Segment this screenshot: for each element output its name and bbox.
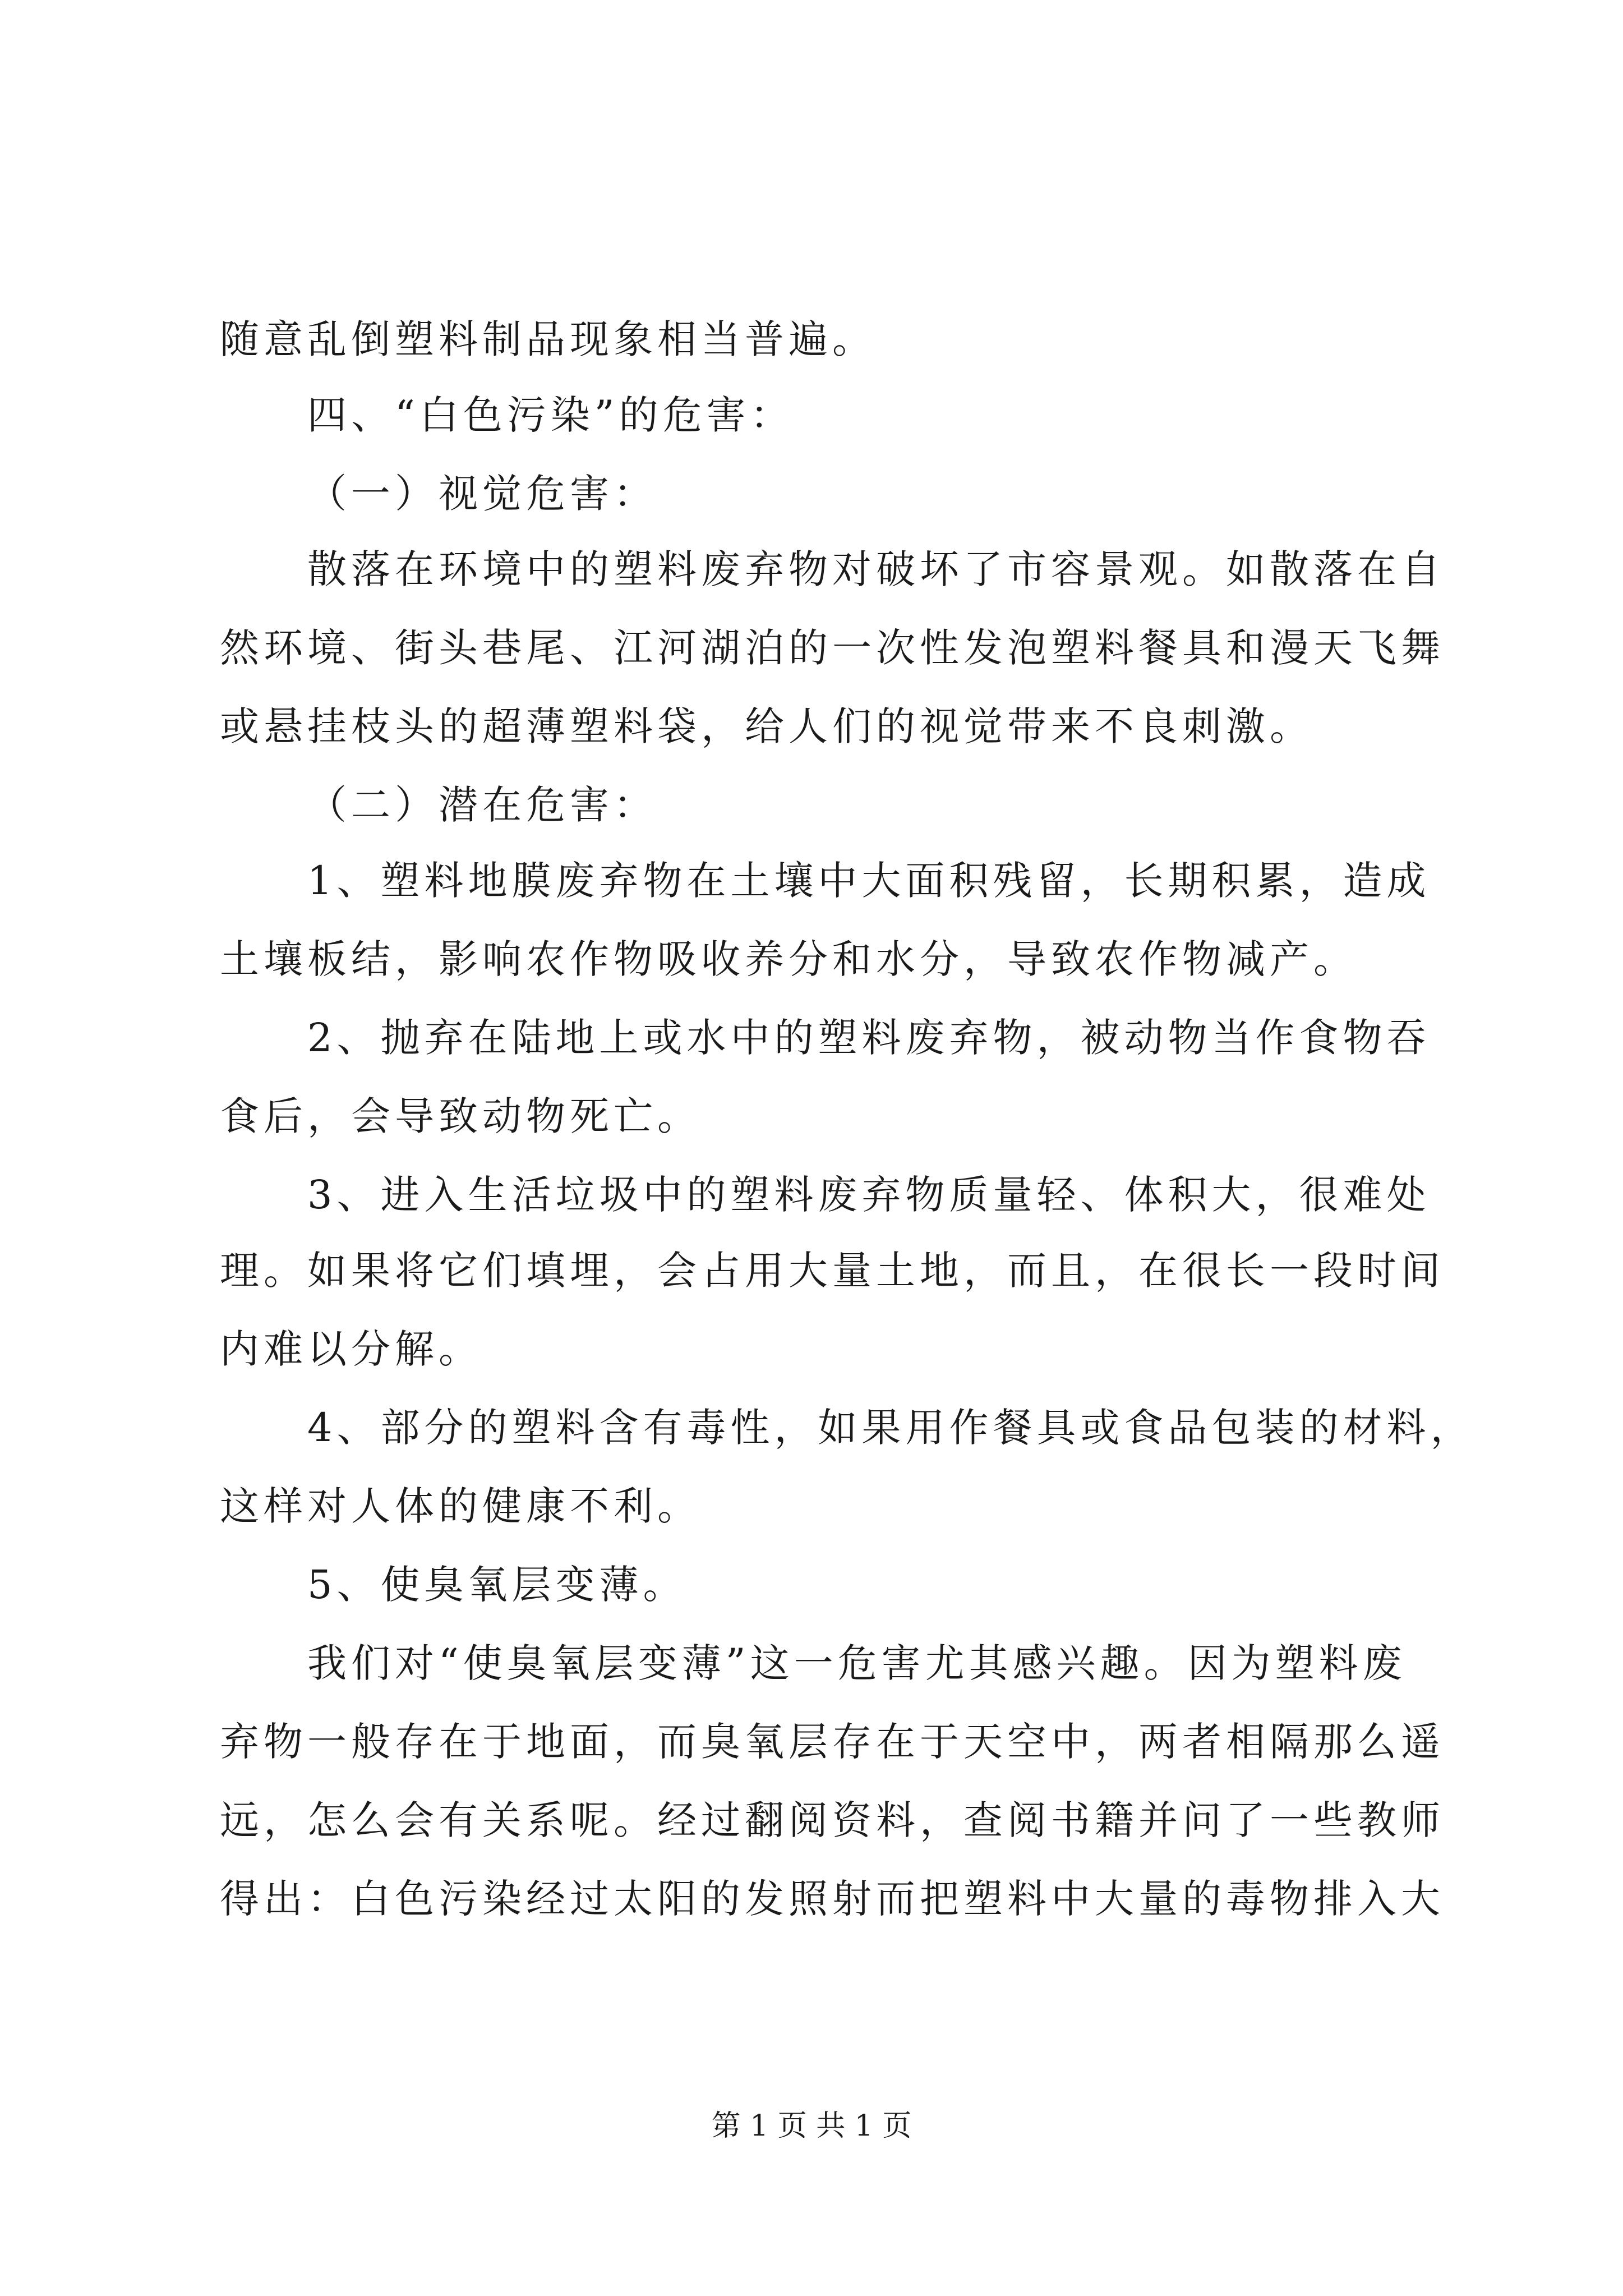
- list-item: 5、使臭氧层变薄。: [307, 1562, 687, 1608]
- paragraph-line: 我们对“使臭氧层变薄”这一危害尤其感兴趣。因为塑料废: [307, 1640, 1407, 1686]
- page-number-footer: 第 1 页 共 1 页: [711, 2109, 912, 2143]
- list-item-continuation: 理。如果将它们填埋，会占用大量土地，而且，在很长一段时间: [220, 1248, 1445, 1294]
- list-item: 3、进入生活垃圾中的塑料废弃物质量轻、体积大，很难处: [307, 1172, 1431, 1218]
- paragraph-line: 弃物一般存在于地面，而臭氧层存在于天空中，两者相隔那么遥: [220, 1719, 1445, 1765]
- list-item-continuation: 食后，会导致动物死亡。: [220, 1093, 701, 1139]
- paragraph-line: 远，怎么会有关系呢。经过翻阅资料，查阅书籍并问了一些教师: [220, 1797, 1445, 1843]
- list-item: 4、部分的塑料含有毒性，如果用作餐具或食品包装的材料，: [307, 1405, 1474, 1451]
- paragraph-line: 散落在环境中的塑料废弃物对破坏了市容景观。如散落在自: [307, 546, 1445, 592]
- paragraph-line: 然环境、街头巷尾、江河湖泊的一次性发泡塑料餐具和漫天飞舞: [220, 625, 1445, 671]
- list-item-continuation: 内难以分解。: [220, 1326, 482, 1372]
- section-heading: 四、“白色污染”的危害：: [307, 392, 794, 438]
- subsection-heading: （二）潜在危害：: [307, 782, 657, 828]
- list-item: 2、抛弃在陆地上或水中的塑料废弃物，被动物当作食物吞: [307, 1015, 1431, 1061]
- paragraph-line: 随意乱倒塑料制品现象相当普遍。: [220, 316, 876, 362]
- paragraph-line: 得出：白色污染经过太阳的发照射而把塑料中大量的毒物排入大: [220, 1876, 1445, 1922]
- list-item-continuation: 这样对人体的健康不利。: [220, 1483, 701, 1529]
- list-item-continuation: 土壤板结，影响农作物吸收养分和水分，导致农作物减产。: [220, 936, 1357, 982]
- subsection-heading: （一）视觉危害：: [307, 471, 657, 517]
- list-item: 1、塑料地膜废弃物在土壤中大面积残留，长期积累，造成: [307, 858, 1431, 904]
- paragraph-line: 或悬挂枝头的超薄塑料袋，给人们的视觉带来不良刺激。: [220, 703, 1313, 749]
